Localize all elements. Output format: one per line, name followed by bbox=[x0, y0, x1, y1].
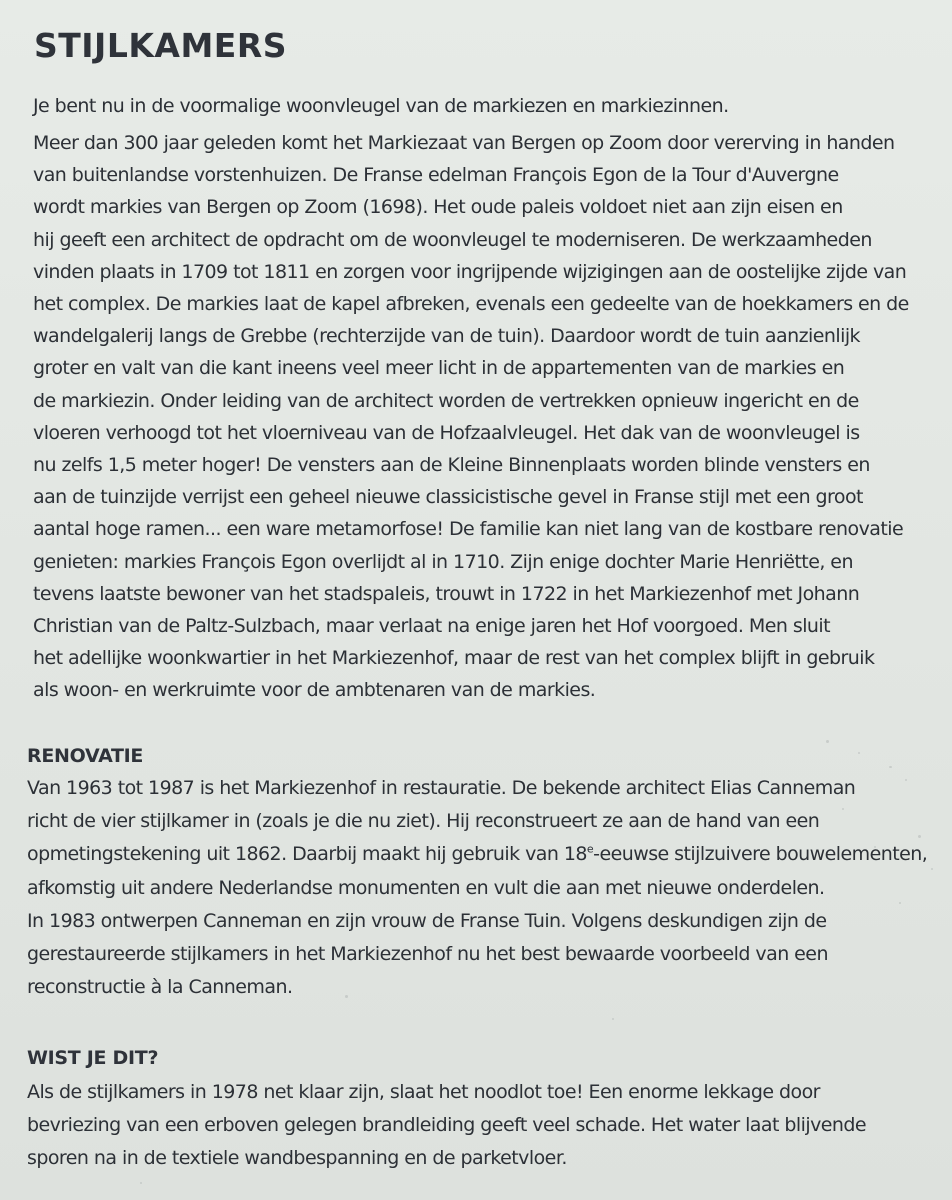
text-line: Christian van de Paltz-Sulzbach, maar verlaat na enige jaren het Hof voorgoed. Men sluit bbox=[33, 615, 831, 638]
text-line: In 1983 ontwerpen Canneman en zijn vrouw de Franse Tuin. Volgens deskundigen zijn de bbox=[27, 909, 827, 932]
speckle bbox=[140, 1182, 142, 1184]
speckle bbox=[858, 752, 860, 754]
text-line: genieten: markies François Egon overlijdt al in 1710. Zijn enige dochter Marie Henriëtte, en bbox=[33, 550, 853, 573]
page-title: STIJLKAMERS bbox=[34, 26, 288, 65]
text-line: sporen na in de textiele wandbespanning en de parketvloer. bbox=[27, 1147, 567, 1169]
renovatie-text bbox=[27, 772, 937, 1004]
text-line: richt de vier stijlkamer in (zoals je die nu ziet). Hij reconstrueert ze aan de hand van een bbox=[27, 810, 820, 833]
text-line: gerestaureerde stijlkamers in het Markiezenhof nu het best bewaarde voorbeeld van een bbox=[27, 943, 828, 966]
text-line bbox=[27, 838, 937, 871]
text-line: Van 1963 tot 1987 is het Markiezenhof in restauratie. De bekende architect Elias Canneman bbox=[27, 777, 856, 799]
text-line: groter en valt van die kant ineens veel meer licht in de appartementen van de markies en bbox=[33, 357, 845, 380]
text-line: de markiezin. Onder leiding van de architect worden de vertrekken opnieuw ingericht en de bbox=[33, 389, 859, 412]
text-line: nu zelfs 1,5 meter hoger! De vensters aan de Kleine Binnenplaats worden blinde vensters en bbox=[33, 454, 870, 477]
speckle bbox=[612, 1018, 614, 1020]
intro-line: Je bent nu in de voormalige woonvleugel van de markiezen en markiezinnen. bbox=[33, 95, 729, 117]
text-line: aantal hoge ramen... een ware metamorfose! De familie kan niet lang van de kostbare renovatie bbox=[33, 518, 904, 541]
text-fragment: opmetingstekening uit 1862. Daarbij maakt hij gebruik van 18 bbox=[27, 843, 587, 866]
text-line: tevens laatste bewoner van het stadspaleis, trouwt in 1722 in het Markiezenhof met Johann bbox=[33, 582, 860, 605]
text-line: wandelgalerij langs de Grebbe (rechterzijde van de tuin). Daardoor wordt de tuin aanzienlijk bbox=[33, 325, 861, 348]
speckle bbox=[826, 740, 829, 743]
text-fragment: -eeuwse stijlzuivere bouwelementen, bbox=[593, 843, 928, 866]
text-line: reconstructie à la Canneman. bbox=[27, 976, 293, 999]
section-title-renovatie: RENOVATIE bbox=[27, 745, 144, 767]
text-line: hij geeft een architect de opdracht om de woonvleugel te moderniseren. De werkzaamheden bbox=[33, 228, 872, 251]
text-line: van buitenlandse vorstenhuizen. De Franse edelman François Egon de la Tour d'Auvergne bbox=[33, 164, 839, 187]
text-line: aan de tuinzijde verrijst een geheel nieuwe classicistische gevel in Franse stijl met een groot bbox=[33, 486, 863, 509]
section-title-wist-je-dit: WIST JE DIT? bbox=[27, 1047, 159, 1069]
speckle bbox=[889, 766, 892, 768]
intro-text bbox=[33, 90, 933, 122]
text-line: vloeren verhoogd tot het vloerniveau van de Hofzaalvleugel. Het dak van de woonvleugel is bbox=[33, 421, 860, 444]
text-line: het complex. De markies laat de kapel afbreken, evenals een gedeelte van de hoekkamers en de bbox=[33, 293, 909, 316]
text-line: als woon- en werkruimte voor de ambtenaren van de markies. bbox=[33, 679, 596, 702]
text-line: Meer dan 300 jaar geleden komt het Markiezaat van Bergen op Zoom door vererving in handen bbox=[33, 132, 895, 154]
text-line: vinden plaats in 1709 tot 1811 en zorgen voor ingrijpende wijzigingen aan de oostelijke zijde van bbox=[33, 260, 907, 283]
text-line: wordt markies van Bergen op Zoom (1698). Het oude paleis voldoet niet aan zijn eisen en bbox=[33, 196, 843, 219]
ordinal-superscript: e bbox=[586, 843, 594, 857]
text-line: bevriezing van een erboven gelegen brandleiding geeft veel schade. Het water laat blijvende bbox=[27, 1114, 867, 1136]
text-line: afkomstig uit andere Nederlandse monumenten en vult die aan met nieuwe onderdelen. bbox=[27, 876, 825, 899]
text-line: het adellijke woonkwartier in het Markiezenhof, maar de rest van het complex blijft in gebruik bbox=[33, 647, 875, 670]
text-line: Als de stijlkamers in 1978 net klaar zijn, slaat het noodlot toe! Een enorme lekkage door bbox=[27, 1081, 820, 1103]
wist-je-dit-text bbox=[27, 1076, 937, 1175]
history-text bbox=[33, 127, 933, 707]
